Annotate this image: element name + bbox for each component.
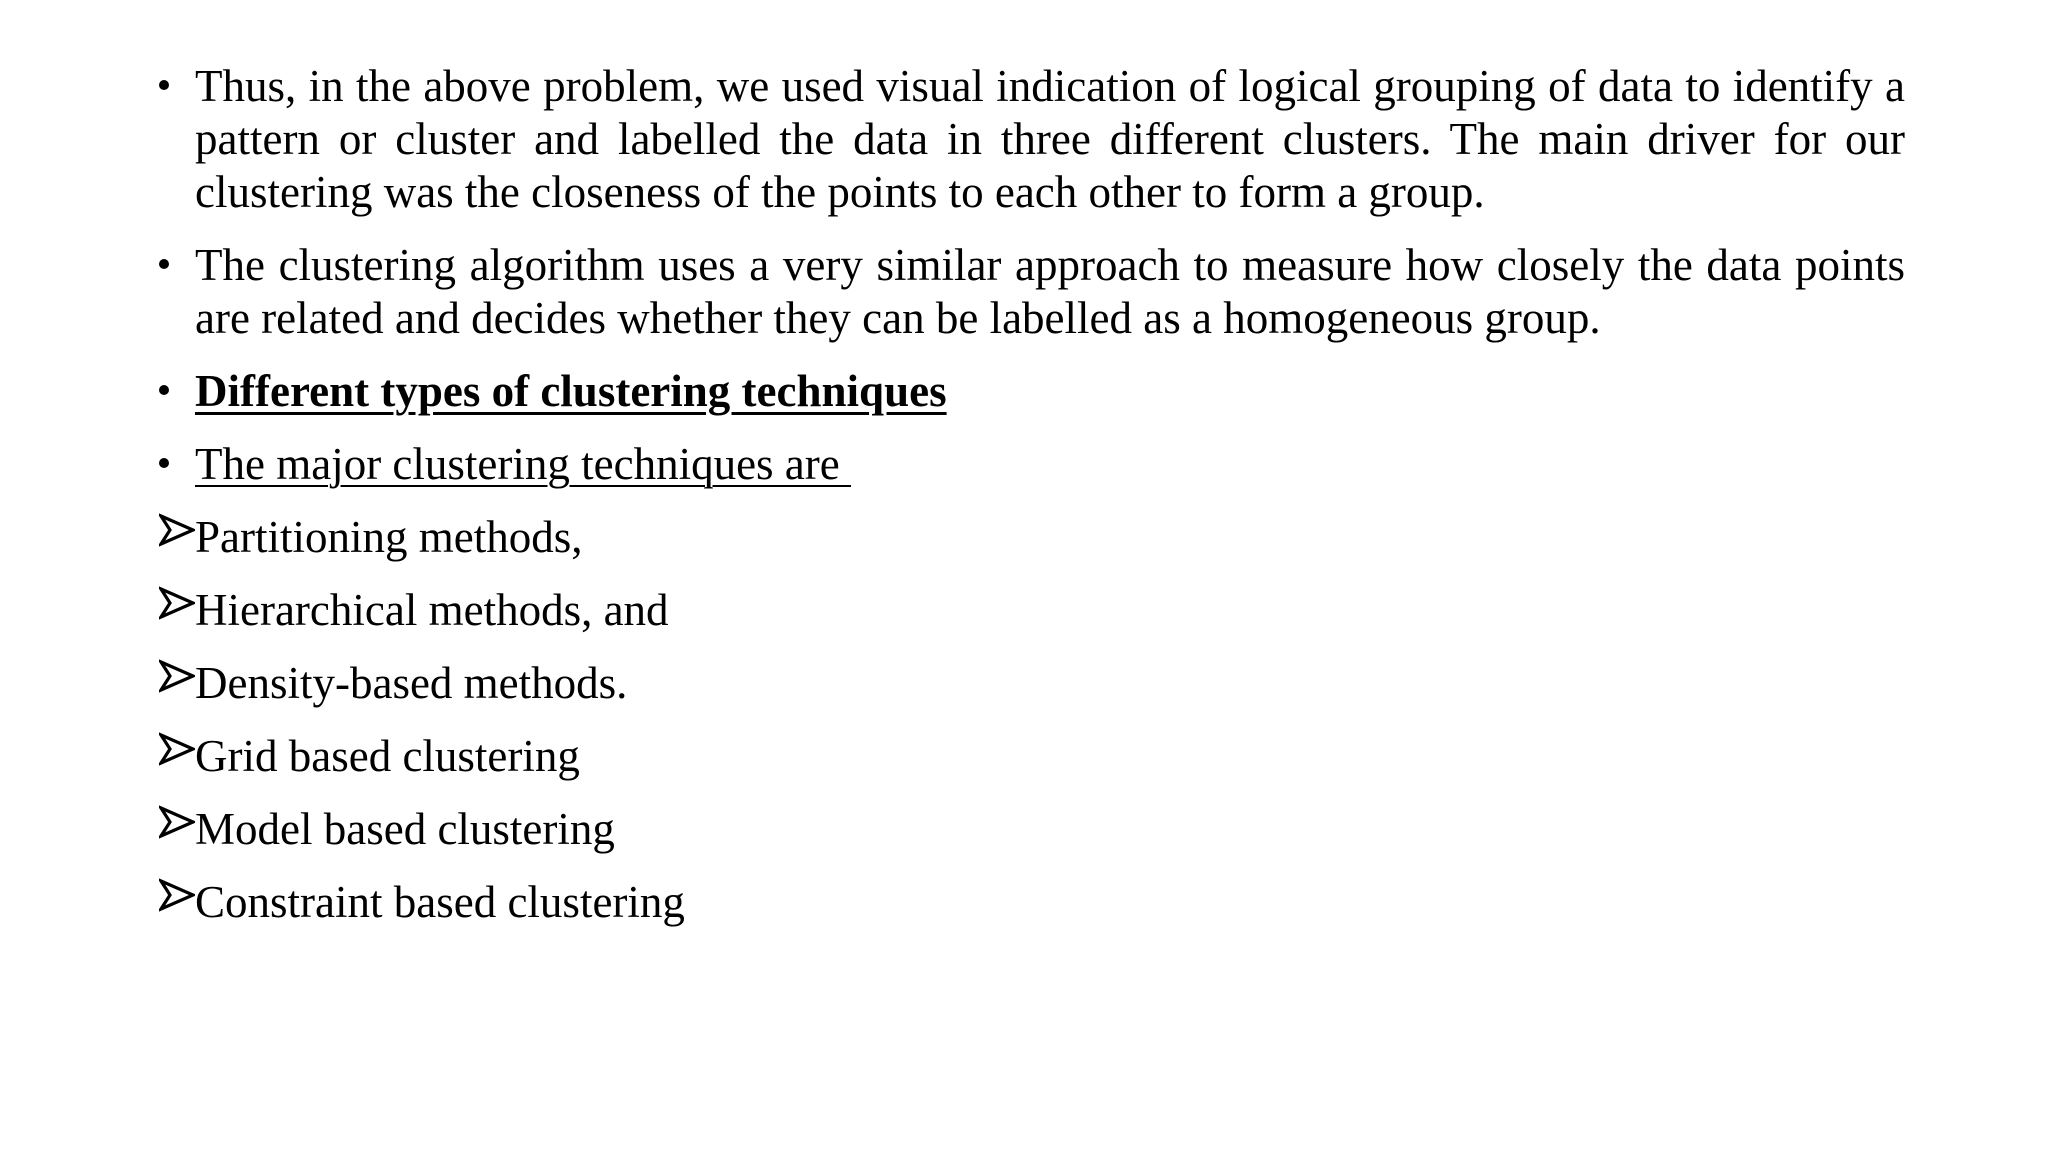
technique-item bbox=[157, 511, 1905, 564]
section-heading: Different types of clustering techniques bbox=[195, 366, 947, 416]
arrowhead-icon bbox=[159, 586, 195, 622]
technique-item bbox=[157, 584, 1905, 637]
bullet-text: Thus, in the above problem, we used visual indication of logical grouping of data to identify a pattern or cluster and labelled the data in three different clusters. The main driver for our clustering was the closeness of the points to each other to form a group. bbox=[195, 61, 1905, 217]
arrowhead-icon bbox=[159, 732, 195, 768]
bullet-item-heading bbox=[157, 365, 1905, 418]
technique-label: Constraint based clustering bbox=[195, 877, 685, 927]
technique-label: Grid based clustering bbox=[195, 731, 580, 781]
technique-item bbox=[157, 657, 1905, 710]
arrowhead-icon bbox=[159, 659, 195, 695]
technique-item bbox=[157, 876, 1905, 929]
technique-label: Model based clustering bbox=[195, 804, 615, 854]
bullet-dot-icon bbox=[159, 385, 169, 395]
bullet-dot-icon bbox=[159, 259, 169, 269]
technique-item bbox=[157, 803, 1905, 856]
bullet-dot-icon bbox=[159, 458, 169, 468]
slide-content bbox=[157, 60, 1905, 929]
bullet-dot-icon bbox=[159, 80, 169, 90]
bullet-item-intro bbox=[157, 438, 1905, 491]
bullet-text: The clustering algorithm uses a very similar approach to measure how closely the data points are related and decides whether they can be labelled as a homogeneous group. bbox=[195, 240, 1905, 343]
arrowhead-icon bbox=[159, 878, 195, 914]
technique-label: Hierarchical methods, and bbox=[195, 585, 669, 635]
bullet-item-1 bbox=[157, 60, 1905, 219]
bullet-item-2 bbox=[157, 239, 1905, 345]
arrowhead-icon bbox=[159, 805, 195, 841]
technique-label: Partitioning methods, bbox=[195, 512, 583, 562]
techniques-intro: The major clustering techniques are bbox=[195, 439, 851, 489]
technique-item bbox=[157, 730, 1905, 783]
arrowhead-icon bbox=[159, 513, 195, 549]
technique-label: Density-based methods. bbox=[195, 658, 628, 708]
